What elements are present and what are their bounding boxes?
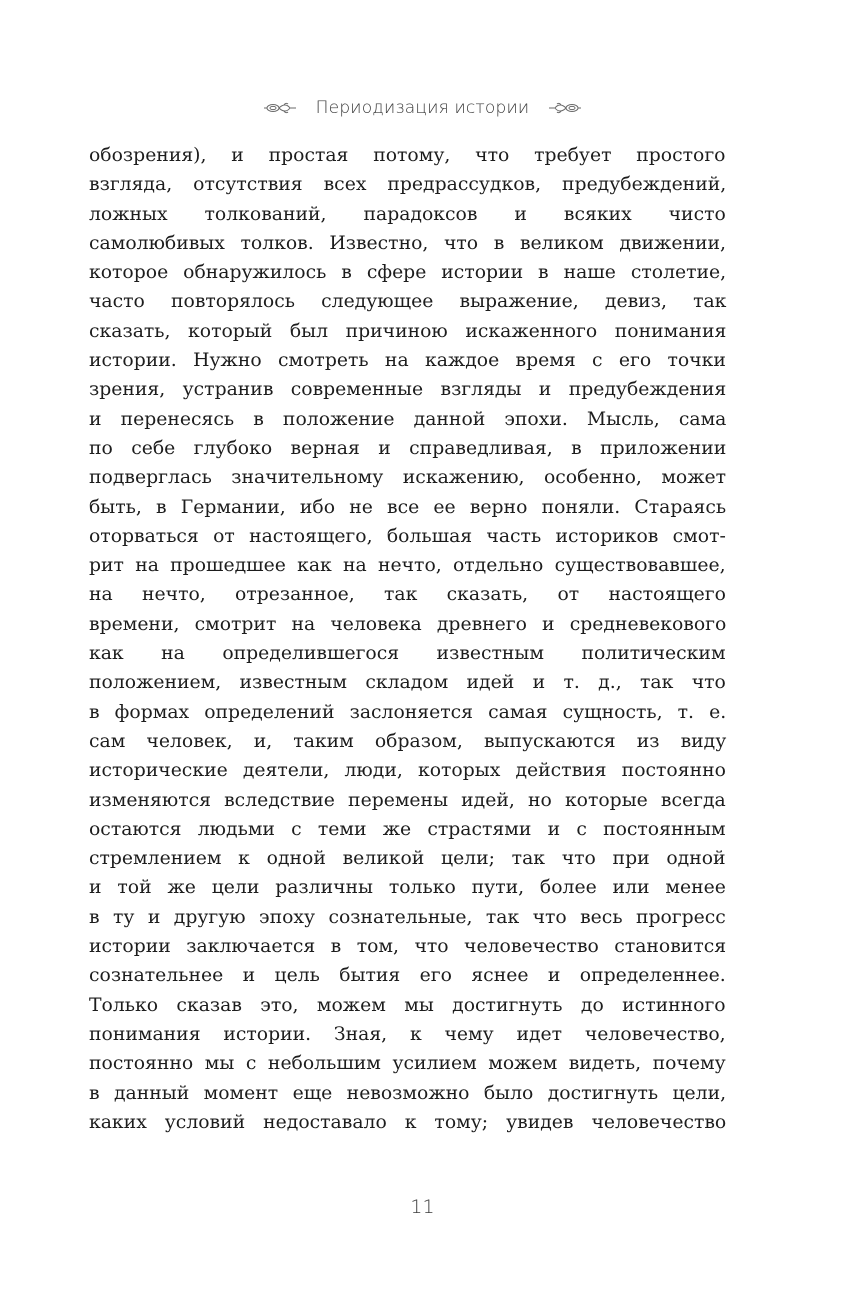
text-line: исторические деятели, люди, которых действия постоянно <box>89 760 726 782</box>
text-line: по себе глубоко верная и справедливая, в приложении <box>89 437 727 459</box>
text-line: и той же цели различны только пути, более или менее <box>89 877 726 899</box>
text-line: в формах определений заслоняется самая сущность, т. е. <box>89 701 727 723</box>
running-head <box>0 92 845 124</box>
text-line: остаются людьми с теми же страстями и с постоянным <box>89 818 726 840</box>
text-line: сознательнее и цель бытия его яснее и определеннее. <box>89 965 726 987</box>
text-line: обозрения), и простая потому, что требует простого <box>89 145 726 166</box>
body-text <box>89 141 726 1137</box>
text-line: сказать, который был причиною искаженного понимания <box>89 320 727 342</box>
text-line: на нечто, отрезанное, так сказать, от настоящего <box>89 584 726 606</box>
floral-ornament-icon <box>264 101 298 115</box>
text-line: которое обнаружилось в сфере истории в наше столетие, <box>89 262 727 284</box>
text-line: истории заключается в том, что человечество становится <box>89 936 727 958</box>
text-line: каких условий недоставало к тому; увидев человечество <box>89 1111 727 1133</box>
floral-ornament-icon <box>547 101 581 115</box>
text-line: понимания истории. Зная, к чему идет человечество, <box>89 1023 726 1045</box>
running-title: Периодизация истории <box>315 98 530 118</box>
text-line: зрения, устранив современные взгляды и предубеждения <box>89 379 727 401</box>
text-line: взгляда, отсутствия всех предрассудков, предубеждений, <box>89 174 727 196</box>
text-line: ложных толкований, парадоксов и всяких чисто <box>89 203 726 225</box>
text-line: сам человек, и, таким образом, выпускаются из виду <box>89 730 727 752</box>
text-line: самолюбивых толков. Известно, что в великом движении, <box>89 232 726 254</box>
text-line: и перенесясь в положение данной эпохи. Мысль, сама <box>89 408 727 430</box>
page-number: 11 <box>410 1196 435 1218</box>
text-line: быть, в Германии, ибо не все ее верно поняли. Стараясь <box>89 496 727 518</box>
text-line: в ту и другую эпоху сознательные, так что весь прогресс <box>89 906 726 928</box>
text-line: часто повторялось следующее выражение, девиз, так <box>89 291 727 313</box>
text-line: рит на прошедшее как на нечто, отдельно существовавшее, <box>89 555 726 577</box>
text-line: истории. Нужно смотреть на каждое время с его точки <box>89 350 726 372</box>
text-line: времени, смотрит на человека древнего и средневекового <box>89 613 727 635</box>
text-line: положением, известным складом идей и т. д., так что <box>89 672 726 694</box>
text-line: стремлением к одной великой цели; так что при одной <box>89 848 726 870</box>
text-line: изменяются вследствие перемены идей, но которые всегда <box>89 789 726 811</box>
text-line: как на определившегося известным политическим <box>89 643 726 665</box>
text-line: постоянно мы с небольшим усилием можем видеть, почему <box>89 1053 726 1075</box>
text-line: подверглась значительному искажению, особенно, может <box>89 467 727 489</box>
text-line: оторваться от настоящего, большая часть историков смот- <box>89 525 726 547</box>
text-line: Только сказав это, можем мы достигнуть до истинного <box>89 994 726 1016</box>
text-line: в данный момент еще невозможно было достигнуть цели, <box>89 1082 727 1104</box>
